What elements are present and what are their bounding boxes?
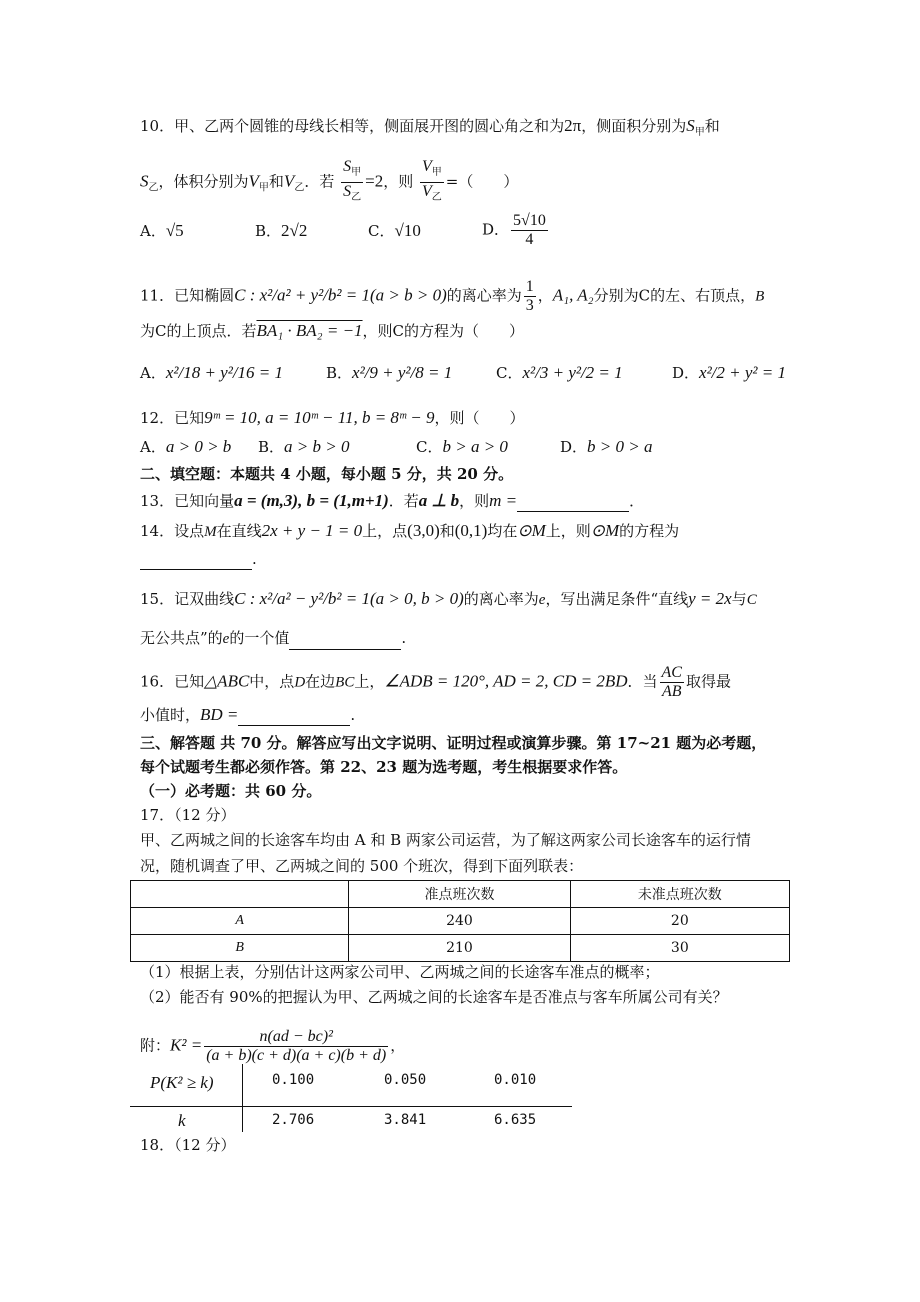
table-cell: 20 [570,908,789,935]
section-solutions-line2: 每个试题考生都必须作答。第 22、23 题为选考题，考生根据要求作答。 [140,758,628,776]
q17-part1: （1）根据上表，分别估计这两家公司甲、乙两城之间的长途客车准点的概率； [140,963,660,981]
critical-table-separator [242,1064,243,1132]
q11-option-a: A．x²/18 + y²/16 = 1 [140,363,284,382]
p-value: 0.100 [272,1072,315,1088]
q14-line2: . [140,548,257,570]
q12-option-b: B．a > b > 0 [258,437,350,456]
q12-option-a: A．a > 0 > b [140,437,232,456]
q10-option-c: C．√10 [368,221,421,240]
q14-answer-blank [140,553,252,570]
q10-line1: 10．甲、乙两个圆锥的母线长相等，侧面展开图的圆心角之和为2π，侧面积分别为$S_甲$和 [140,116,720,138]
k-value: 6.635 [494,1112,537,1128]
q11-option-c: C．x²/3 + y²/2 = 1 [496,363,623,382]
q11-line1: 11．已知椭圆C : x²/a² + y²/b² = 1(a > b > 0)的离心率为 $\frac{1}{3}$ ，A₁, A₂分别为C的左、右顶点，B [140,278,765,314]
table-header-row [131,881,790,908]
q11-option-d: D．x²/2 + y² = 1 [672,363,786,382]
section-solutions-line1: 三、解答题 共 70 分。解答应写出文字说明、证明过程或演算步骤。第 17~21 题为必考题， [140,734,767,752]
q10-option-d: D． $\frac{5√10}{4}$ [482,212,546,248]
critical-table-divider [130,1106,572,1107]
q11-line2: 为C的上顶点．若BA₁ · BA₂ = −1，则C的方程为（ ） [140,321,525,340]
p-value: 0.050 [384,1072,427,1088]
table-cell: A [131,908,349,935]
q14-line1: 14．设点M在直线2x + y − 1 = 0上，点(3,0)和(0,1)均在⊙M上，则⊙M的方程为 [140,521,680,540]
table-header-cell: 未准点班次数 [570,881,789,908]
table-cell: 30 [570,935,789,962]
q17-title: 17．（12 分） [140,806,236,824]
table-row [131,908,790,935]
q15-line2: 无公共点”的e的一个值 . [140,627,406,650]
q13-answer-blank [517,495,629,512]
table-row [131,935,790,962]
q15-answer-blank [289,633,401,650]
p-label: P(K² ≥ k) [150,1073,214,1092]
q17-part2: （2）能否有 90%的把握认为甲、乙两城之间的长途客车是否准点与客车所属公司有关？ [140,988,728,1006]
q17-text-line1: 甲、乙两城之间的长途客车均由 A 和 B 两家公司运营，为了解这两家公司长途客车的运行情 [140,831,751,849]
q12-option-d: D．b > 0 > a [560,437,653,456]
contingency-table [130,880,790,962]
q18-title: 18．（12 分） [140,1136,236,1154]
q16-line2: 小值时，BD = . [140,705,356,724]
section-fill-in-title: 二、填空题：本题共 4 小题，每小题 5 分，共 20 分。 [140,465,514,483]
q12-option-c: C．b > a > 0 [416,437,508,456]
q10-line2: $S_乙$，体积分别为$V_甲$和$V_乙$．若 $\frac{S_甲}{S_乙}$ =2，则 $\frac{V_甲}{V_乙}$ =（ ） [140,158,519,204]
q17-text-line2: 况，随机调查了甲、乙两城之间的 500 个班次，得到下面列联表： [140,857,584,875]
q16-answer-blank [238,709,350,726]
section-required-title: （一）必考题：共 60 分。 [140,782,322,800]
table-cell: 240 [349,908,570,935]
table-cell: 210 [349,935,570,962]
table-header-cell: 准点班次数 [349,881,570,908]
q10-option-b: B．2√2 [255,221,308,240]
k-value: 3.841 [384,1112,427,1128]
k-label: k [178,1111,186,1130]
table-cell: B [131,935,349,962]
q13-line: 13．已知向量a = (m,3), b = (1,m+1)．若a ⊥ b，则m = ． [140,491,645,510]
q16-line1: 16．已知△ABC中，点D在边BC上，∠ADB = 120°, AD = 2, CD = 2BD．当 $\frac{AC}{AB}$ 取得最 [140,664,731,700]
table-header-cell [131,881,349,908]
q12-line1: 12．已知9ᵐ = 10, a = 10ᵐ − 11, b = 8ᵐ − 9，则（ ） [140,408,525,427]
p-value: 0.010 [494,1072,537,1088]
q15-line1: 15．记双曲线C : x²/a² − y²/b² = 1(a > 0, b > 0)的离心率为e，写出满足条件“直线y = 2x与C [140,589,757,608]
k-value: 2.706 [272,1112,315,1128]
q11-option-b: B．x²/9 + y²/8 = 1 [326,363,453,382]
q17-formula: 附：K² = $\frac{\text{n(ad − bc)²}}{(a + b)(c + d)(a + c)(b + d)}$ ， [140,1028,406,1064]
q10-option-a: A．√5 [140,221,184,240]
